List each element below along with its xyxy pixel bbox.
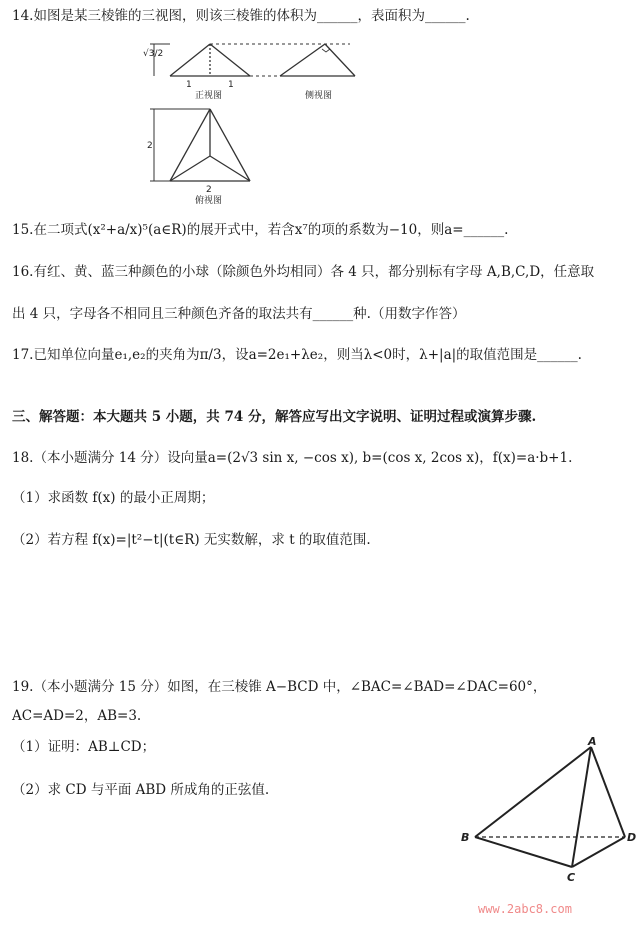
edge-ab: [475, 747, 591, 837]
q16-line1: 16.有红、黄、蓝三种颜色的小球（除颜色外均相同）各 4 只，都分别标有字母 A,B,C,D，任意取: [12, 264, 595, 280]
edge-cd: [572, 837, 625, 867]
q18-intro: 18.（本小题满分 14 分）设向量a=(2√3 sin x, −cos x), b=(cos x, 2cos x)，f(x)=a·b+1.: [12, 450, 573, 466]
side-view-label: 侧视图: [305, 91, 333, 101]
q17-text: 17.已知单位向量e₁,e₂的夹角为π/3，设a=2e₁+λe₂，则当λ<0时，λ+|a|的取值范围是______.: [12, 347, 582, 363]
front-view: [150, 44, 350, 76]
q19-part2: （2）求 CD 与平面 ABD 所成角的正弦值.: [12, 782, 270, 798]
q16-line2: 出 4 只，字母各不相同且三种颜色齐备的取法共有______种.（用数字作答）: [12, 306, 466, 322]
edge-bc: [475, 837, 572, 867]
q19-tetrahedron-figure: [455, 735, 637, 885]
q15-text: 15.在二项式(x²+a/x)⁵(a∈R)的展开式中，若含x⁷的项的系数为−10，则a=______.: [12, 222, 509, 238]
dim-left-1: 1: [186, 80, 192, 90]
label-c: C: [567, 871, 576, 884]
front-view-label: 正视图: [195, 91, 223, 101]
dim-width: 2: [206, 185, 212, 195]
dim-left-2: 1: [228, 80, 234, 90]
dim-height: √3/2: [143, 49, 164, 59]
q19-line2: AC=AD=2，AB=3.: [12, 708, 142, 724]
q14-figure: [140, 36, 370, 208]
top-view-label: 俯视图: [195, 196, 223, 206]
label-d: D: [627, 831, 637, 844]
watermark: www.2abc8.com: [478, 902, 572, 916]
edge-ac: [572, 747, 591, 867]
label-b: B: [461, 831, 470, 844]
edge-ad: [591, 747, 625, 837]
side-view: [280, 44, 355, 76]
q19-intro: 19.（本小题满分 15 分）如图，在三棱锥 A−BCD 中，∠BAC=∠BAD=∠DAC=60°，: [12, 679, 547, 695]
top-view: [150, 109, 250, 181]
label-a: A: [588, 735, 597, 748]
q14-text: 14.如图是某三棱锥的三视图，则该三棱锥的体积为______，表面积为______.: [12, 8, 470, 24]
q19-part1: （1）证明：AB⊥CD；: [12, 739, 156, 755]
q18-part2: （2）若方程 f(x)=|t²−t|(t∈R) 无实数解，求 t 的取值范围.: [12, 532, 371, 548]
q18-part1: （1）求函数 f(x) 的最小正周期；: [12, 490, 215, 506]
section3-heading: 三、解答题：本大题共 5 小题，共 74 分，解答应写出文字说明、证明过程或演算步骤.: [12, 409, 537, 425]
dim-depth: 2: [147, 141, 153, 151]
